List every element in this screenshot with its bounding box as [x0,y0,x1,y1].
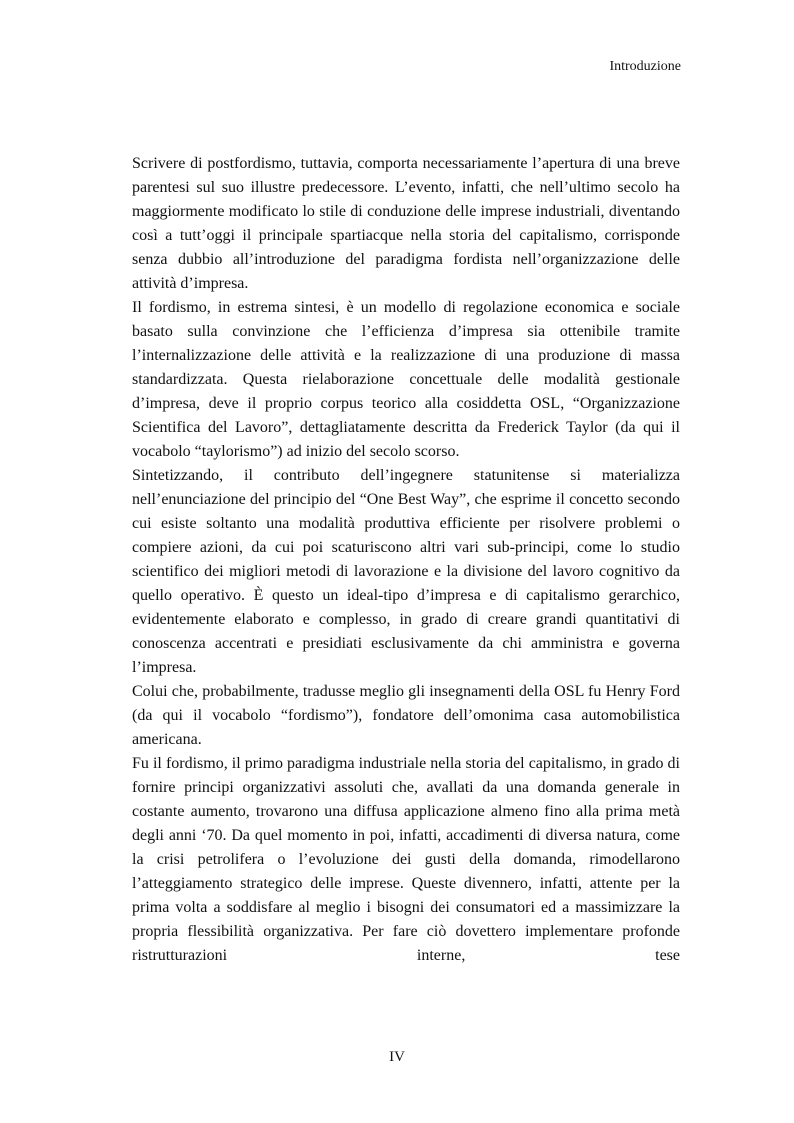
paragraph: Fu il fordismo, il primo paradigma industriale nella storia del capitalismo, in grado di fornire principi organizzativi assoluti che, avallati da una domanda generale in costante aumento, trovarono una diffusa applicazione almeno fino alla prima metà degli anni ‘70. Da quel momento in poi, infatti, accadimenti di diversa natura, come la crisi petrolifera o l’evoluzione dei gusti della domanda, rimodellarono l’atteggiamento strategico delle imprese. Queste divennero, infatti, attente per la prima volta a soddisfare al meglio i bisogni dei consumatori ed a massimizzare la propria flessibilità organizzativa. Per fare ciò dovettero implementare profonde ristrutturazioni interne, tese [132,755,680,964]
page-number: IV [389,1049,405,1065]
paragraph: Scrivere di postfordismo, tuttavia, comporta necessariamente l’apertura di una breve parentesi sul suo illustre predecessore. L’evento, infatti, che nell’ultimo secolo ha maggiormente modificato lo stile di conduzione delle imprese industriali, diventando così a tutt’oggi il principale spartiacque nella storia del capitalismo, corrisponde senza dubbio all’introduzione del paradigma fordista nell’organizzazione delle attività d’impresa. [132,155,680,292]
body-text [132,152,680,968]
paragraph: Il fordismo, in estrema sintesi, è un modello di regolazione economica e sociale basato sulla convinzione che l’efficienza d’impresa sia ottenibile tramite l’internalizzazione delle attività e la realizzazione di una produzione di massa standardizzata. Questa rielaborazione concettuale delle modalità gestionale d’impresa, deve il proprio corpus teorico alla cosiddetta OSL, “Organizzazione Scientifica del Lavoro”, dettagliatamente descritta da Frederick Taylor (da qui il vocabolo “taylorismo”) ad inizio del secolo scorso. [132,299,680,460]
paragraph: Colui che, probabilmente, tradusse meglio gli insegnamenti della OSL fu Henry Ford (da qui il vocabolo “fordismo”), fondatore dell’omonima casa automobilistica americana. [132,683,680,748]
paragraph: Sintetizzando, il contributo dell’ingegnere statunitense si materializza nell’enunciazione del principio del “One Best Way”, che esprime il concetto secondo cui esiste soltanto una modalità produttiva efficiente per risolvere problemi o compiere azioni, da cui poi scaturiscono altri vari sub-principi, come lo studio scientifico dei migliori metodi di lavorazione e la divisione del lavoro cognitivo da quello operativo. È questo un ideal-tipo d’impresa e di capitalismo gerarchico, evidentemente elaborato e complesso, in grado di creare grandi quantitativi di conoscenza accentrati e presidiati esclusivamente da chi amministra e governa l’impresa. [132,467,680,676]
running-head: Introduzione [609,59,681,74]
